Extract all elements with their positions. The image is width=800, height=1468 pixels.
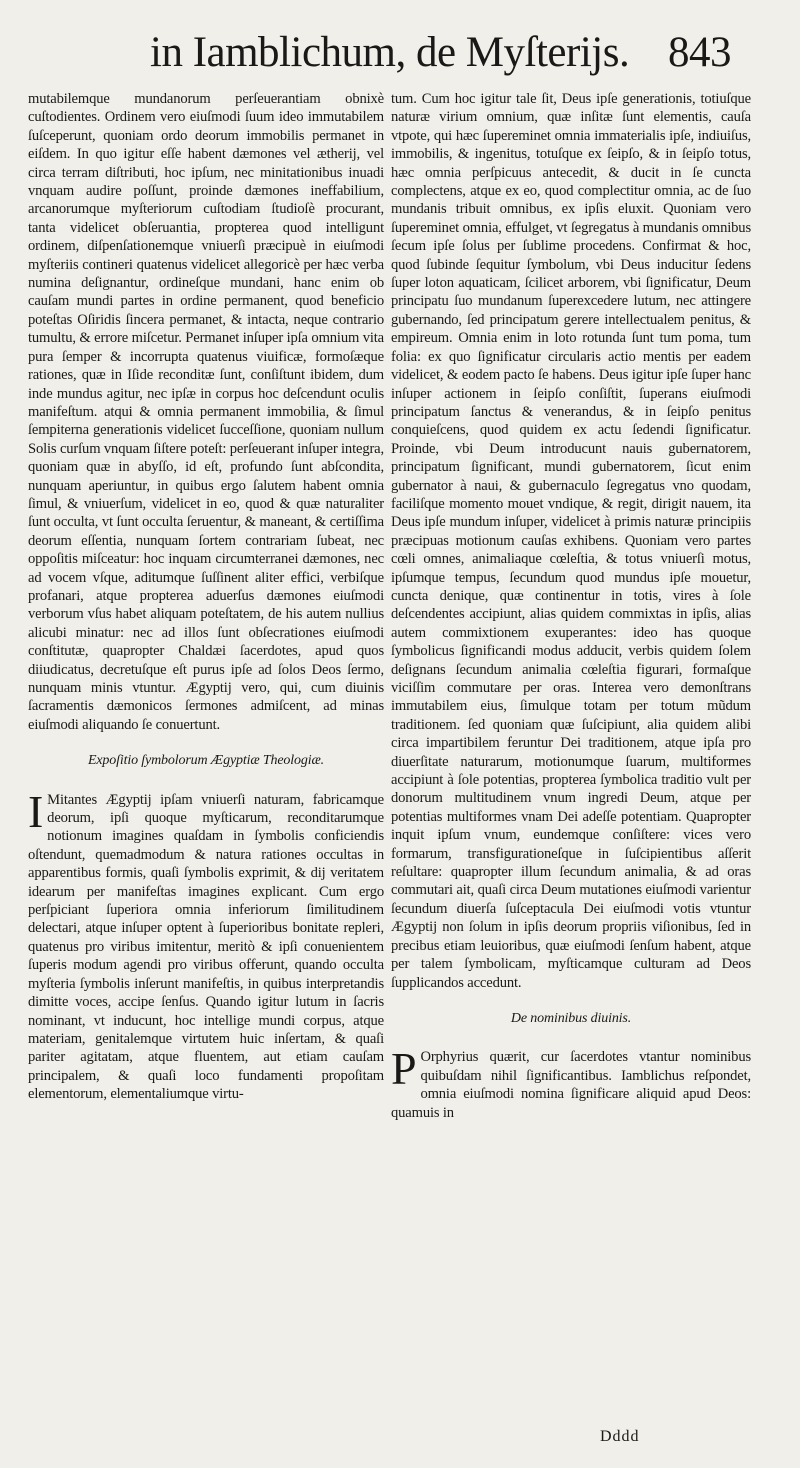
drop-cap-initial: P: [391, 1043, 417, 1095]
section-heading-expositio: Expoſitio ſymbolorum Ægyptiæ Theologiæ.: [87, 753, 325, 769]
section-text-de-nominibus: Orphyrius quærit, cur ſacerdotes vtantur nominibus quibuſdam nihil ſignificantibus. Iamblichus reſpondet, omnia eiuſmodi nomina ſignificare aliquid apud Deos: quamuis in: [391, 1049, 751, 1121]
signature-mark: Dddd: [600, 1428, 640, 1445]
left-body-text: mutabilemque mundanorum perſeuerantiam obnixè cuſtodientes. Ordinem vero eiuſmodi ſuum ideo immutabilem ſuſceperunt, quoniam ordo deorum immobilis permanet in eiſdem. In quo igitur eſſe habent dæmones vel ætherij, vel circa terram diſtributi, hoc ipſum, nec minitationibus inuadi vnquam audire poſſunt, proinde dæmones ineffabilium, arcanorumque myſteriorum cuſtodiam ſtudioſè procurant, tanta videlicet obſeruantia, propterea quod intelligunt ordinem, diſpenſationemque vniuerſi præcipuè in eiuſmodi myſteriis contineri quatenus videlicet allegoricè per hæc verba numina deſignantur, ordineſque mundani, hanc enim ob cauſam mundi partes in ordine permanent, quod beneficio poteſtas Oſiridis ſincera permanet, & intacta, neque contrario tumultu, & errore miſcetur. Permanet inſuper ipſa omnium vita pura ſemper & incorrupta quatenus viuificæ, formoſæque rationes, quæ in Iſide reconditæ ſunt, conſiſtunt ibidem, dum inde mundus agitur, nec ipſæ in corpus hoc deſcendunt oculis manifeſtum. atqui & omnia permanent immobilia, & ſimul ſempiterna generationis videlicet ſucceſſione, quoniam nullum Solis curſum vnquam ſiſtere poteſt: perſeuerant inſuper integra, quoniam quæ in abyſſo, id eſt, profundo ſunt abſcondita, nunquam aperiuntur, in quibus ergo ſalutem habent omnia ſimul, & vniuerſum, videlicet in eo, quod & quæ naturaliter ſunt occulta, vt ſunt occulta ſeruentur, & maneant, & certiſſima deorum eſſentia, nunquam ſortem contrariam ſubeat, nec oppoſitis miſceatur: hoc inquam circumterranei dæmones, nec ad vocem vſque, aditumque ſuſſinent aliter effici, verbiſque profanari, atque propterea aduerſus dæmones eiuſmodi verborum vſus habet aliquam poteſtatem, de his autem nullius alicubi minatur: nec ad illos ſunt obſecrationes eiuſmodi conſtitutæ, quapropter Chaldæi ſacerdotes, apud quos diiudicatus, decretuſque eſt purus ipſe ad ſolos Deos ſermo, nunquam minis vtuntur. Ægyptij vero, qui, cum diuinis ſacramentis dæmonicos ſermones admiſcent, ad minas eiuſmodi aliquando ſe conuertunt.: [28, 91, 384, 733]
right-body-text: tum. Cum hoc igitur tale ſit, Deus ipſe generationis, totiuſque naturæ virium omnium, quæ inſitæ ſunt elementis, cauſa vtpote, qui hæc ſupereminet omnia immaterialis ipſe, indiuiſus, immobilis, & ingenitus, totuſque ex ſeipſo, & in ſeipſo totus, hæc omnia perſpicuus antecedit, & ducit in ſe cuncta complectens, atque ex eo, quod complectitur omnia, ac de ſuo mundanis tribuit omnibus, ex ipſis eluxit. Quoniam vero ſupereminet omnia, effulget, vt ſegregatus à mundanis omnibus ſecum ipſe ſolus per ſublime procedens. Confirmat & hoc, quod ſubinde ſequitur ſymbolum, vbi Deus inducitur ſedens ſuper loton aquaticam, ſcilicet arborem, vbi ſignificatur, Deum principatu ſuo mundanum ſuperexcedere lutum, nec attingere gubernando, ſed principatum gerere intellectualem penitus, & empireum. Omnia enim in loto rotunda ſunt tum poma, tum folia: ex quo ſignificatur circularis actio mentis per eadem videlicet, & eodem pacto ſe habens. Deus igitur ipſe ſuper hanc inſuper actionem in ſeipſo conſiſtit, ſuperans eiuſmodi principatum ſanctus & venerandus, & in ſeipſo penitus conquieſcens, quod quidem ex actu ſedendi ſignificatur. Proinde, vbi Deum introducunt nauis gubernatorem, principatum ſignificant, mundi gubernatorem, ſicut enim gubernator à naui, & gubernaculo ſegregatus vno quodam, faciliſque momento mouet vndique, & regit, dirigit nauem, ita Deus ipſe mundum inſuper, videlicet à primis naturæ principiis præcipuas motionum cauſas exhibens. Quoniam vero partes cœli omnes, animaliaque cœleſtia, & totus vniuerſi motus, ipſumque tempus, ſecundum quod mundus ipſe mouetur, cuncta denique, quæ continentur in totis, vires à ſole deſcendentes accipiunt, alias quidem commixtas in ipſis, alias autem commixtionem exuperantes: ideo has quoque ſymbolicus ſignificandi modus adducit, verbis quidem ſolem deſignans ſecundum animalia cœleſtia figurari, formaſque viciſſim commutare per oras. Interea vero demonſtrans immutabilem eius, ſimulque totam per totum mũdum traditionem. ſed quoniam quæ ſuſcipiunt, alia quidem alibi circa impartibilem feruntur Dei traditionem, atque ipſa pro diuerſitate naturarum, motionumque ſuarum, multiformes accipiunt à ſole potentias, propterea ſymbolica traditio vult per donorum multitudinem vnum ingredi Deum, atque per potentias multiformes vnam Dei adeſſe potentiam. Quapropter inquit ipſum vnum, eundemque conſiſtere: vices vero formarum, transfigurationeſque in ſuſcipientibus aſſerit reſultare: quapropter illum ſecundum animalia, & ad oras commutari ait, quaſi circa Deum mutationes eiuſmodi varientur ſecundum diuerſa ſuſceptacula Dei eiuſmodi votis vtuntur Ægyptij non ſolum in ipſis deorum propriis viſionibus, ſed in precibus etiam leuioribus, quæ eiuſmodi ſenſum habent, atque per talem ſymbolicam, myſticamque culturam ad Deos ſupplicandos accedunt.: [391, 91, 751, 991]
running-title: in Iamblichum, de Myſterijs.: [150, 29, 630, 76]
left-column: [28, 90, 384, 1104]
right-column: [391, 90, 751, 1122]
section-text-expositio: Mitantes Ægyptij ipſam vniuerſi naturam, fabricamque deorum, ipſi quoque myſticarum, reconditarumque notionum imagines quaſdam in ſymbolis conficiendis oſtendunt, quemadmodum & natura rationes occultas in apparentibus formis, quaſi ſymbolis exprimit, & dij veritatem idearum per manifeſtas imagines explicant. Cum ergo perſpiciant ſuperiora omnia inferiorum ſimilitudinem delectari, atque inſuper optent à ſuperioribus bonitate repleri, quatenus pro viribus imitentur, meritò & ipſi conuenientem ſuperis modum agendi pro viribus offerunt, quando occulta myſteria ſymbolis inſerunt manifeſtis, in quibus interpretandis dimitte voces, accipe ſenſus. Quando igitur lutum in ſacris nominant, vt inducunt, hoc intellige mundi corpus, atque materiam, genitalemque virtutem huic inſertam, & quaſi pariter agitatam, atque fluentem, aut etiam cauſam principalem, & quaſi loco fundamenti propoſitam elementorum, elementaliumque virtu-: [28, 791, 384, 1103]
drop-cap-initial: I: [28, 785, 44, 837]
page-header: [150, 28, 740, 84]
section-heading-de-nominibus: De nominibus diuinis.: [510, 1010, 632, 1026]
section-paragraph-de-nominibus: [391, 1043, 751, 1122]
section-paragraph-expositio: [28, 785, 384, 1104]
page-number: 843: [668, 29, 731, 76]
